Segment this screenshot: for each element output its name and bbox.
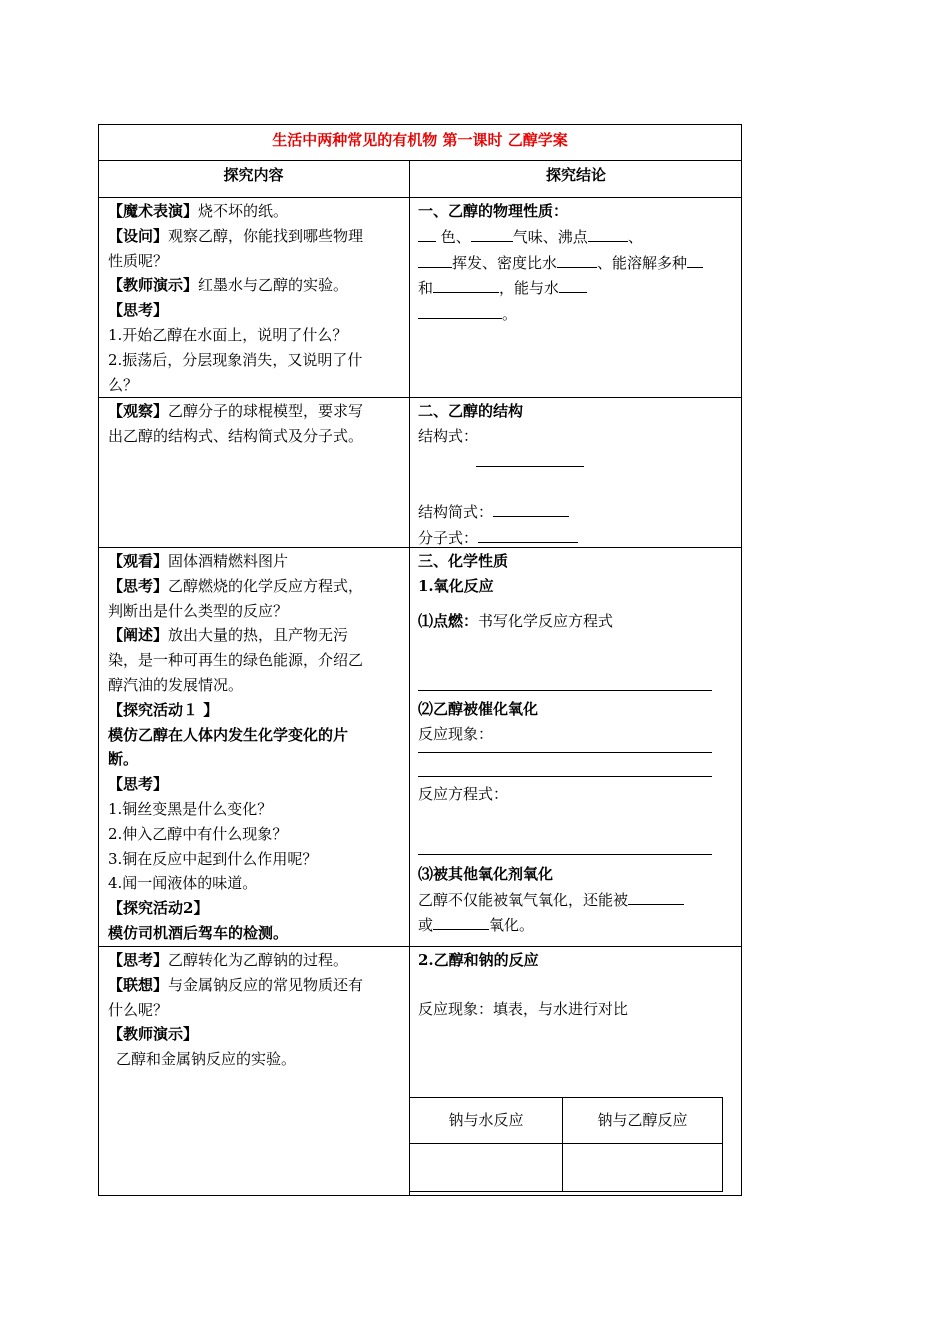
combustion-text: 书写化学反应方程式 [478,611,614,630]
think-text-2: 判断出是什么类型的反应？ [108,601,289,620]
catalytic-oxidation-label: ⑵乙醇被催化氧化 [418,700,539,719]
blank[interactable] [418,250,452,268]
molecular-formula-blank[interactable] [478,525,578,543]
blank[interactable] [628,887,684,905]
sodium-heading: 2.乙醇和钠的反应 [418,951,539,969]
think-text: 乙醇燃烧的化学反应方程式， [168,576,364,595]
row1-right [418,199,736,327]
activity-2-text: 模仿司机酒后驾车的检测。 [108,923,289,942]
blank[interactable] [559,275,587,293]
combustion-label: ⑴点燃： [418,611,479,630]
activity-1-tag: 【探究活动１ 】 [108,700,219,719]
header-left: 探究内容 [223,166,284,184]
activity-1-text: 模仿乙醇在人体内发生化学变化的片 [108,725,349,744]
molecular-formula-label: 分子式： [418,528,479,547]
blank[interactable] [471,224,513,242]
other-oxidant-label: ⑶被其他氧化剂氧化 [418,864,554,883]
question-4: 4.闻一闻液体的味道。 [108,874,258,893]
blank[interactable] [418,224,436,242]
demo-tag: 【教师演示】 [108,276,199,295]
observe-text: 乙醇分子的球棍模型，要求写 [168,402,364,420]
question-2: 2.伸入乙醇中有什么现象？ [108,824,288,843]
demo-text: 乙醇和金属钠反应的实验。 [116,1050,297,1069]
sodium-phenomenon: 反应现象：填表，与水进行对比 [418,999,629,1018]
row2-right [418,399,736,551]
ask-tag: 【设问】 [108,226,169,245]
activity-2-tag: 【探究活动2】 [108,899,209,918]
blank[interactable] [433,912,489,930]
associate-text: 与金属钠反应的常见物质还有 [168,975,364,994]
structure-heading: 二、乙醇的结构 [418,402,524,420]
fill-text: 、能溶解多种 [597,253,688,272]
activity-1-text-2: 断。 [108,750,139,769]
ask-text-2: 性质呢？ [108,251,169,270]
think-tag: 【思考】 [108,301,169,320]
structural-formula-label: 结构式： [418,426,479,445]
header-right: 探究结论 [545,166,606,184]
row3-right [418,549,736,938]
page-title: 生活中两种常见的有机物 第一课时 乙醇学案 [272,131,568,149]
equation-blank[interactable] [418,854,712,855]
question-1: 1.铜丝变黑是什么变化？ [108,799,273,818]
explain-text-2: 染，是一种可再生的绿色能源，介绍乙 [108,651,364,670]
table-header-water: 钠与水反应 [448,1111,524,1129]
watch-tag: 【观看】 [108,552,169,570]
phenomenon-blank[interactable] [418,752,712,753]
table-divider [410,1143,722,1144]
blank[interactable] [557,250,597,268]
associate-text-2: 什么呢？ [108,1000,169,1019]
row2-left [108,399,404,449]
row3-left [108,549,404,946]
magic-tag: 【魔术表演】 [108,202,199,220]
observe-text-2: 出乙醇的结构式、结构简式及分子式。 [108,426,364,445]
question-3: 3.铜在反应中起到什么作用呢？ [108,849,318,868]
fill-text: 挥发、密度比水 [452,253,558,272]
row4-right [418,948,736,1022]
explain-text-3: 醇汽油的发展情况。 [108,675,244,694]
fill-text: 。 [502,305,518,324]
simple-formula-label: 结构简式： [418,503,494,522]
fill-text: 、 [627,227,643,246]
blank[interactable] [687,250,703,268]
column-divider [409,160,410,1196]
think-text: 乙醇转化为乙醇钠的过程。 [168,951,349,969]
demo-text: 红墨水与乙醇的实验。 [198,276,349,295]
phenomenon-label: 反应现象： [418,725,494,744]
associate-tag: 【联想】 [108,975,169,994]
structural-formula-blank[interactable] [476,449,584,467]
row-divider [98,946,742,947]
phenomenon-blank[interactable] [418,776,712,777]
fill-text: 或 [418,916,434,935]
explain-text: 放出大量的热，且产物无污 [168,626,349,645]
think-2-tag: 【思考】 [108,775,169,794]
other-oxidant-text: 乙醇不仅能被氧气氧化，还能被 [418,890,629,909]
physical-heading: 一、乙醇的物理性质： [418,202,569,220]
think-tag: 【思考】 [108,576,169,595]
row4-left [108,948,404,1072]
row-divider [98,197,742,198]
comparison-table [409,1097,723,1192]
fill-text: 和 [418,279,434,298]
explain-tag: 【阐述】 [108,626,169,645]
watch-text: 固体酒精燃料图片 [168,552,289,570]
question-2: 2.振荡后，分层现象消失，又说明了什 [108,350,363,369]
blank[interactable] [588,224,628,242]
demo-tag: 【教师演示】 [108,1025,199,1044]
think-tag: 【思考】 [108,951,169,969]
ask-text: 观察乙醇，你能找到哪些物理 [168,226,364,245]
table-header-ethanol: 钠与乙醇反应 [597,1111,688,1129]
question-2-cont: 么？ [108,375,139,394]
combustion-blank[interactable] [418,690,712,691]
equation-label: 反应方程式： [418,784,509,803]
fill-text: 气味、沸点 [512,227,588,246]
observe-tag: 【观察】 [108,402,169,420]
blank[interactable] [433,275,499,293]
magic-text: 烧不坏的纸。 [198,202,289,220]
simple-formula-blank[interactable] [493,499,569,517]
blank[interactable] [418,301,502,319]
question-1: 1.开始乙醇在水面上，说明了什么？ [108,325,348,344]
fill-text: 色、 [440,227,471,246]
row1-left [108,199,404,397]
chemical-heading: 三、化学性质 [418,552,509,570]
fill-text: ，能与水 [499,279,560,298]
oxidation-heading: 1.氧化反应 [418,576,494,595]
fill-text: 氧化。 [489,916,535,935]
